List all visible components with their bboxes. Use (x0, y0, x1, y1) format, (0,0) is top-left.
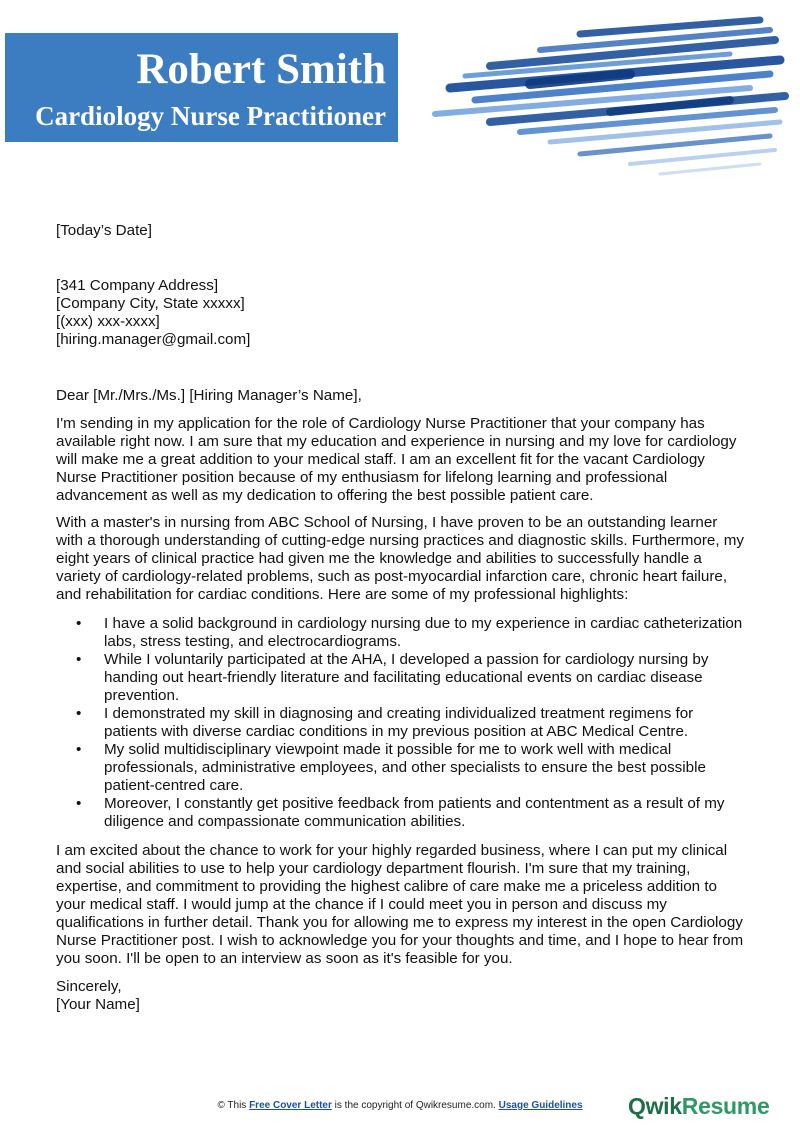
qwikresume-logo (628, 1093, 769, 1120)
decorative-streaks-graphic (430, 14, 800, 184)
free-cover-letter-link[interactable]: Free Cover Letter (249, 1100, 332, 1111)
bullet-icon: • (76, 651, 82, 668)
recipient-city-state: [Company City, State xxxxx] (56, 295, 245, 312)
highlight-text: I demonstrated my skill in diagnosing and creating individualized treatment regimens for patients with diverse cardiac conditions in my previous position at ABC Medical Centre. (104, 705, 694, 740)
list-item (56, 741, 746, 795)
applicant-name: Robert Smith (136, 46, 386, 93)
bullet-icon: • (76, 705, 82, 722)
bullet-icon: • (76, 741, 82, 758)
list-item (56, 705, 746, 741)
list-item (56, 651, 746, 705)
usage-guidelines-link[interactable]: Usage Guidelines (498, 1100, 583, 1111)
closing-paragraph: I am excited about the chance to work for your highly regarded business, where I can put my clinical and social abilities to use to help your cardiology department flourish. I'm sure that my training, expertise, and commitment to providing the highest calibre of care make me a priceless addition to your medical staff. I would jump at the chance if I could meet you in person and discuss my qualifications in further detail. Thank you for allowing me to express my interest in the open Cardiology Nurse Practitioner post. I wish to acknowledge you for your thoughts and time, and I hope to hear from you soon. I'll be open to an interview as soon as it's feasible for you. (56, 842, 744, 967)
bullet-icon: • (76, 615, 82, 632)
bullet-icon: • (76, 795, 82, 812)
logo-part-resume: Resume (681, 1093, 770, 1119)
highlight-text: Moreover, I constantly get positive feedback from patients and contentment as a result of my diligence and compassionate communication abilities. (104, 795, 725, 830)
signoff-name: [Your Name] (56, 996, 140, 1013)
applicant-title: Cardiology Nurse Practitioner (35, 101, 386, 131)
list-item (56, 615, 746, 651)
body-paragraph: I'm sending in my application for the role of Cardiology Nurse Practitioner that your company has available right now. I am sure that my education and experience in nursing and my love for cardiology will make me a great addition to your medical staff. I am an excellent fit for the vacant Cardiology Nurse Practitioner position because of my enthusiasm for lifelong learning and professional advancement as well as my dedication to offering the best possible patient care. (56, 415, 737, 504)
salutation: Dear [Mr./Mrs./Ms.] [Hiring Manager’s Name], (56, 387, 362, 404)
logo-part-qwik: Qwik (628, 1093, 682, 1119)
footer-prefix: © This (217, 1100, 250, 1111)
footer-middle: is the copyright of Qwikresume.com. (331, 1100, 499, 1111)
highlight-text: While I voluntarily participated at the AHA, I developed a passion for cardiology nursing by handing out heart-friendly literature and facilitating educational events on cardiac disease prevention. (104, 651, 709, 704)
signoff-closing: Sincerely, (56, 978, 122, 995)
letter-date: [Today’s Date] (56, 222, 152, 239)
list-item (56, 795, 746, 831)
highlights-list (56, 615, 746, 831)
body-paragraph: With a master's in nursing from ABC School of Nursing, I have proven to be an outstanding learner with a thorough understanding of cutting-edge nursing practices and diagnostic skills. Furthermore, my eight years of clinical practice had given me the knowledge and abilities to successfully handle a variety of cardiology-related problems, such as post-myocardial infarction care, chronic heart failure, and rehabilitation for cardiac conditions. Here are some of my professional highlights: (56, 514, 745, 603)
header-banner (5, 33, 398, 142)
highlight-text: I have a solid background in cardiology nursing due to my experience in cardiac catheterization labs, stress testing, and electrocardiograms. (104, 615, 743, 650)
recipient-email: [hiring.manager@gmail.com] (56, 331, 251, 348)
highlight-text: My solid multidisciplinary viewpoint made it possible for me to work well with medical professionals, administrative employees, and other specialists to ensure the best possible patient-centred care. (104, 741, 706, 794)
recipient-address: [341 Company Address] (56, 277, 219, 294)
recipient-phone: [(xxx) xxx-xxxx] (56, 313, 160, 330)
